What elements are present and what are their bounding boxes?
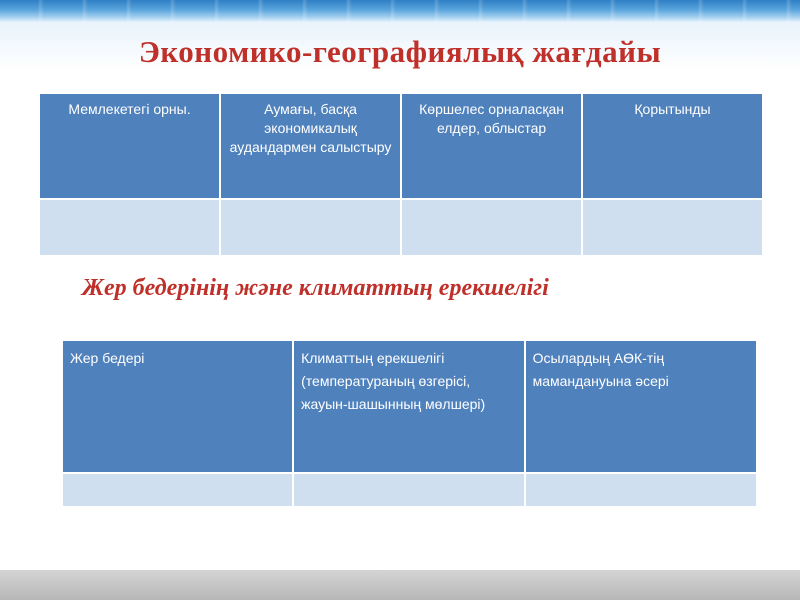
table-cell[interactable] (221, 200, 400, 255)
header-cell-relief: Жер бедері (63, 341, 292, 472)
table-cell[interactable] (526, 474, 756, 506)
top-decorative-band (0, 0, 800, 22)
section-subtitle: Жер бедерінің және климаттың ерекшелігі (82, 275, 549, 301)
bottom-decorative-band (0, 570, 800, 600)
header-cell-impact: Осылардың АӨК-тің мамандануына әсері (526, 341, 756, 472)
header-cell-area-comparison: Аумағы, басқа экономикалық аудандармен салыстыру (221, 94, 400, 198)
table-header-row (40, 94, 762, 198)
slide-title: Экономико-географиялық жағдайы (138, 34, 662, 69)
header-cell-neighbors: Көршелес орналасқан елдер, облыстар (402, 94, 581, 198)
table-cell[interactable] (402, 200, 581, 255)
table-cell[interactable] (63, 474, 292, 506)
table-cell[interactable] (583, 200, 762, 255)
relief-climate-table (61, 339, 758, 508)
table-row (40, 200, 762, 255)
table-cell[interactable] (40, 200, 219, 255)
header-cell-climate: Климаттың ерекшелігі (температураның өзгерісі, жауын-шашынның мөлшері) (294, 341, 523, 472)
table-cell[interactable] (294, 474, 523, 506)
header-cell-conclusion: Қорытынды (583, 94, 762, 198)
table-row (63, 474, 756, 506)
economic-geography-table (38, 92, 764, 257)
header-cell-state-position: Мемлекетегі орны. (40, 94, 219, 198)
table-header-row (63, 341, 756, 472)
